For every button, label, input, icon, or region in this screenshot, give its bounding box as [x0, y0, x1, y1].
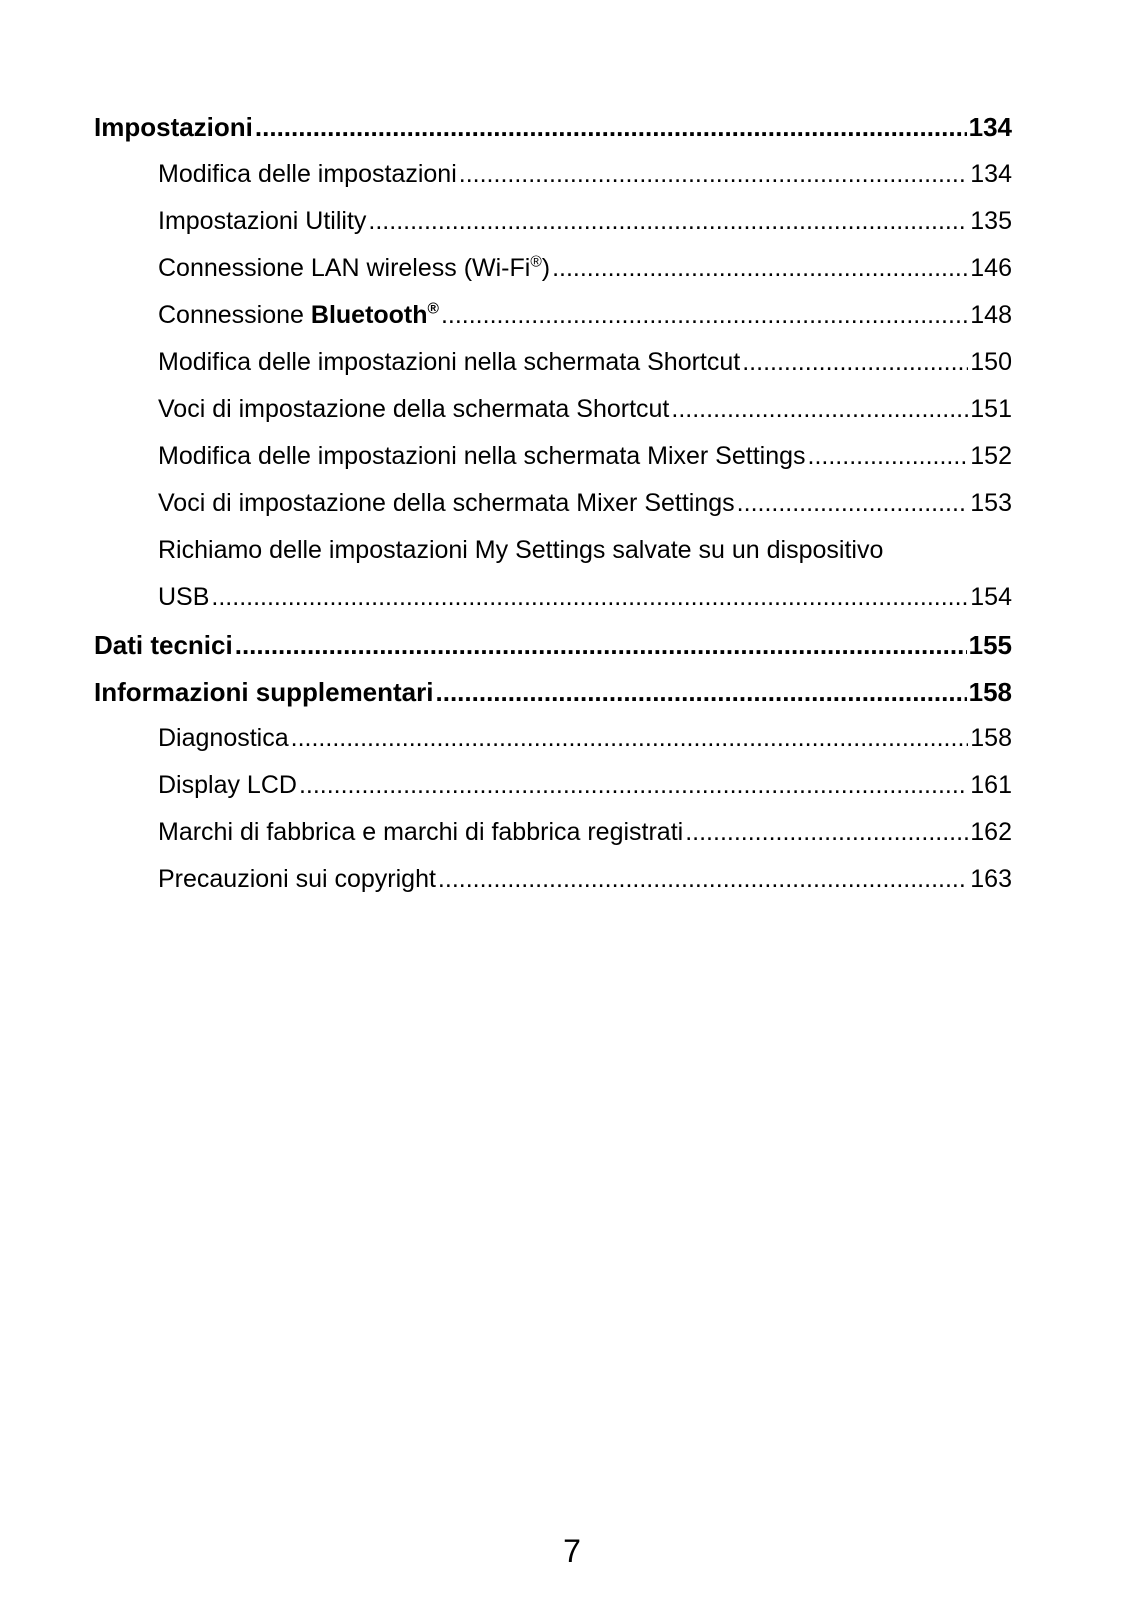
- toc-leader-dots: [299, 771, 968, 800]
- toc-leader-dots: [459, 160, 969, 189]
- label-text: Connessione LAN wireless (Wi-Fi: [158, 254, 531, 282]
- toc-page-number: 153: [970, 489, 1012, 517]
- toc-section-dati-tecnici[interactable]: [94, 630, 1012, 677]
- toc-entry-label: Display LCD: [158, 771, 297, 799]
- toc-section-title: Impostazioni: [94, 112, 253, 142]
- toc-entry-voci-shortcut[interactable]: [158, 395, 1012, 442]
- toc-entry-label: Diagnostica: [158, 724, 289, 752]
- toc-page-number: 163: [970, 865, 1012, 893]
- toc-leader-dots: [368, 207, 968, 236]
- toc-entry-richiamo-usb[interactable]: [158, 583, 1012, 630]
- toc-entry-connessione-wifi[interactable]: [158, 254, 1012, 301]
- toc-leader-dots: [808, 442, 969, 471]
- toc-section-title: Dati tecnici: [94, 630, 233, 660]
- toc-section-impostazioni[interactable]: [94, 112, 1012, 159]
- toc-entry-label: Modifica delle impostazioni nella schermata Shortcut: [158, 348, 741, 376]
- toc-entry-label: Voci di impostazione della schermata Mixer Settings: [158, 489, 735, 517]
- toc-page-number: 162: [970, 818, 1012, 846]
- toc-page-number: 151: [970, 395, 1012, 423]
- toc-entry-label: Modifica delle impostazioni: [158, 160, 457, 188]
- toc-entry-label: [158, 254, 550, 283]
- toc-entry-label: Impostazioni Utility: [158, 207, 367, 235]
- toc-entry-connessione-bluetooth[interactable]: [158, 301, 1012, 348]
- bluetooth-brand: Bluetooth: [310, 301, 428, 329]
- toc-entry-modifica-mixer-settings[interactable]: [158, 442, 1012, 489]
- toc-page-number: 161: [970, 771, 1012, 799]
- toc-entry-label: Precauzioni sui copyright: [158, 865, 436, 893]
- toc-leader-dots: [671, 395, 968, 424]
- toc-leader-dots: [235, 630, 967, 661]
- toc-entry-modifica-impostazioni[interactable]: [158, 160, 1012, 207]
- registered-mark: ®: [530, 254, 542, 271]
- toc-entry-label: Modifica delle impostazioni nella schermata Mixer Settings: [158, 442, 806, 470]
- toc-section-title: Informazioni supplementari: [94, 677, 434, 707]
- toc-page-number: 152: [970, 442, 1012, 470]
- toc-entry-display-lcd[interactable]: [158, 771, 1012, 818]
- toc-page-number: 154: [970, 583, 1012, 611]
- toc-section-informazioni-supplementari[interactable]: [94, 677, 1012, 724]
- toc-leader-dots: [438, 865, 968, 894]
- toc-page-number: 146: [970, 254, 1012, 282]
- toc-leader-dots: [441, 301, 968, 330]
- registered-mark: ®: [427, 301, 439, 318]
- toc-page-number: 134: [970, 160, 1012, 188]
- toc-entry-voci-mixer-settings[interactable]: [158, 489, 1012, 536]
- toc-page-number: 135: [970, 207, 1012, 235]
- toc-entry-label: Voci di impostazione della schermata Shortcut: [158, 395, 670, 423]
- toc-page-number: 155: [968, 630, 1012, 660]
- toc-entry-richiamo-first-line[interactable]: Richiamo delle impostazioni My Settings salvate su un dispositivo: [158, 536, 884, 564]
- toc-page-number: 150: [970, 348, 1012, 376]
- label-text: ): [541, 254, 551, 282]
- toc-leader-dots: [211, 583, 968, 612]
- toc-leader-dots: [436, 677, 967, 708]
- toc-entry-diagnostica[interactable]: [158, 724, 1012, 771]
- toc-entry-label: USB: [158, 583, 210, 611]
- toc-leader-dots: [291, 724, 969, 753]
- toc-page-number: 158: [968, 677, 1012, 707]
- toc-entry-modifica-shortcut[interactable]: [158, 348, 1012, 395]
- toc-entry-precauzioni-copyright[interactable]: [158, 865, 1012, 912]
- toc-leader-dots: [742, 348, 968, 377]
- toc-leader-dots: [737, 489, 969, 518]
- toc-leader-dots: [552, 254, 968, 283]
- toc-entry-marchi[interactable]: [158, 818, 1012, 865]
- toc-leader-dots: [255, 112, 967, 143]
- page-number: 7: [563, 1533, 581, 1569]
- toc-page-number: 148: [970, 301, 1012, 329]
- toc-leader-dots: [685, 818, 968, 847]
- toc-entry-label: Marchi di fabbrica e marchi di fabbrica registrati: [158, 818, 684, 846]
- toc-entry-label: [158, 301, 439, 330]
- toc-page-number: 158: [970, 724, 1012, 752]
- toc-page-number: 134: [968, 112, 1012, 142]
- toc-entry-impostazioni-utility[interactable]: [158, 207, 1012, 254]
- label-text: Connessione: [158, 301, 311, 329]
